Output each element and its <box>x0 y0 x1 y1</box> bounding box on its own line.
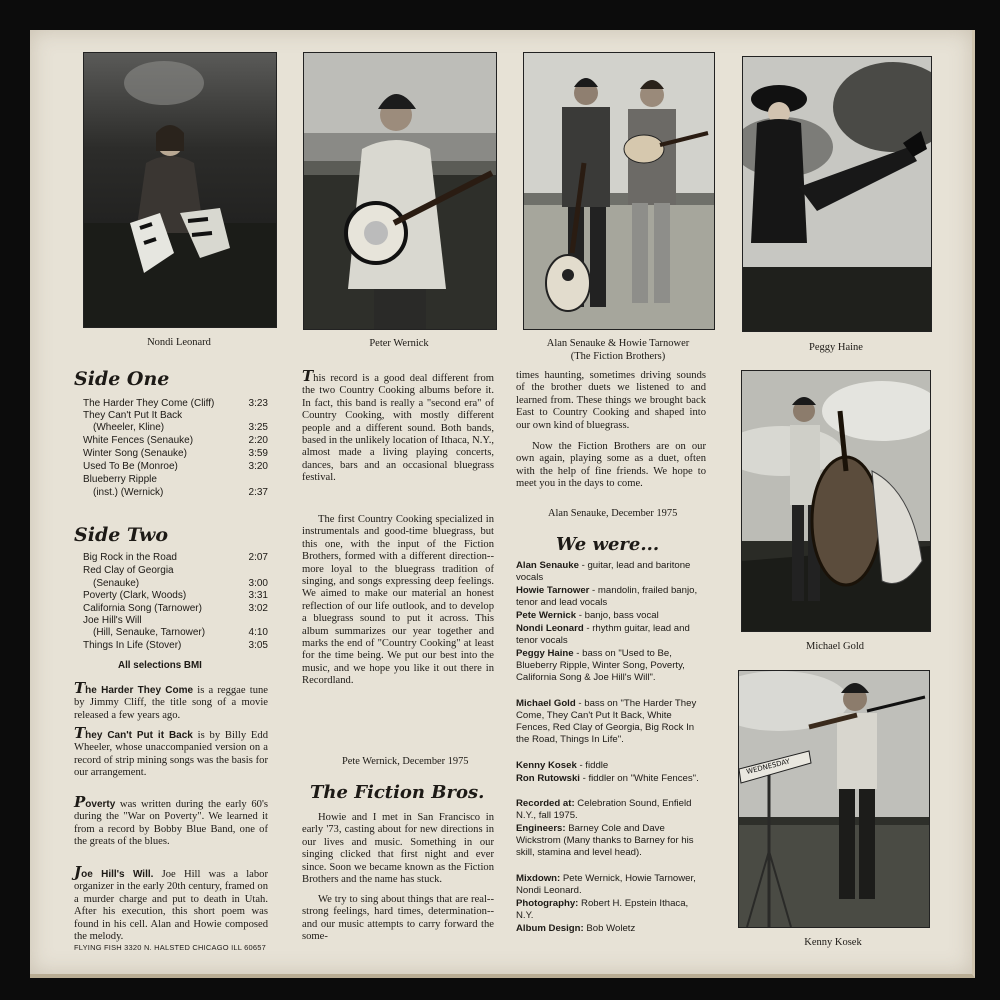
track-title: (Wheeler, Kline) <box>93 422 165 433</box>
credit-item: Photography: Robert H. Epstein Ithaca, N.Y. <box>516 898 689 921</box>
alan-signature: Alan Senauke, December 1975 <box>548 508 678 519</box>
pete-note-p2: The first Country Cooking specialized in instrumentals and good-time bluegrass, but this one, with the input of the Fiction Brothers, formed with a different direction--more loyal to the bluegrass tradition of singing, and songs expressing deep feelings. We aimed to make our material an honest reflection of our life outlook, and to develop a bluegrass sound to put it across. This album summarizes our year together and marks the end of "Country Cooking" at least for the time being. We put our best into the music, and we hope you like it out there in Recordland. <box>302 514 494 687</box>
side-one-heading: Side One <box>74 368 170 390</box>
note-joe-hills-will: Joe Hill's Will. Joe Hill was a labor organizer in the early 20th century, framed on a murder charge and put to death in Utah. After his execution, this short poem was found in his cell. Alan and Howie composed the melody. <box>74 863 269 943</box>
credit-item: Ron Rutowski - fiddler on "White Fences". <box>516 773 699 784</box>
photo-nondi-leonard <box>83 52 277 328</box>
track-title: White Fences (Senauke) <box>83 435 194 446</box>
track-title: Big Rock in the Road <box>83 552 177 563</box>
fiction-bros-p3: times haunting, sometimes driving sounds of the brother duets we listened to and learned from. These things we brought back East to Country Cooking and shaped into our own kind of bluegrass. <box>516 370 706 431</box>
track-time: 2:37 <box>248 487 268 498</box>
track-time: 3:23 <box>248 398 268 409</box>
side-two-heading: Side Two <box>74 524 169 546</box>
credit-item: Kenny Kosek - fiddle <box>516 760 609 771</box>
credit-item: Howie Tarnower - mandolin, frailed banjo, tenor and lead vocals <box>516 585 698 608</box>
fiction-bros-p1: Howie and I met in San Francisco in early '73, casting about for new directions in our lives and music. Something in our singing clicked that first night and ever since. Soon we became known as the Fiction Brothers and the name has stuck. <box>302 812 494 886</box>
photo-fiction-brothers <box>523 52 715 330</box>
credit-item: Nondi Leonard - rhythm guitar, lead and tenor vocals <box>516 623 690 646</box>
track-title: Red Clay of Georgia <box>83 565 174 576</box>
track-title: They Can't Put It Back <box>83 410 183 421</box>
photo-peggy-haine <box>742 56 932 332</box>
track-title: California Song (Tarnower) <box>83 603 202 614</box>
we-were-heading: We were... <box>556 534 660 555</box>
track-title: (Hill, Senauke, Tarnower) <box>93 627 206 638</box>
credit-item: Engineers: Barney Cole and Dave Wickstrom (Many thanks to Barney for his skill, stamina and level head). <box>516 823 694 858</box>
pete-signature: Pete Wernick, December 1975 <box>342 756 469 767</box>
credit-item: Album Design: Bob Woletz <box>516 923 636 934</box>
track-time: 3:20 <box>248 461 268 472</box>
credit-item: Michael Gold - bass on "The Harder They Come, They Can't Put It Back, White Fences, Red Clay of Georgia, Big Rock In the Road, Things In Life". <box>516 698 697 745</box>
caption-peter: Peter Wernick <box>369 338 429 349</box>
fiction-bros-heading: The Fiction Bros. <box>310 782 485 803</box>
pete-note-p1: This record is a good deal different from the two Country Cooking albums before it. In fact, this band is really a "second era" of Country Cooking, with mostly different people and a different sound. Both bands, based in the unlikely location of Ithaca, N.Y., almost made a living playing concerts, dances, bars and an occasional bluegrass festival. <box>302 367 494 484</box>
bmi-notice: All selections BMI <box>118 660 202 671</box>
caption-fiction-brothers <box>513 337 723 363</box>
track-title: Winter Song (Senauke) <box>83 448 187 459</box>
credit-item: Peggy Haine - bass on "Used to Be, Blueberry Ripple, Winter Song, Poverty, California Song & Joe Hill's Will". <box>516 648 685 683</box>
track-time: 3:00 <box>248 578 268 589</box>
track-title: (inst.) (Wernick) <box>93 487 164 498</box>
kenny-photo-sign-text: WEDNESDAY <box>745 757 791 776</box>
fiction-bros-p4: Now the Fiction Brothers are on our own again, playing some as a duet, often with the help of fine friends. We hope to meet you in the days to come. <box>516 441 706 490</box>
label-address-footer: FLYING FISH 3320 N. HALSTED CHICAGO ILL 60657 <box>74 943 266 952</box>
track-title: Poverty (Clark, Woods) <box>83 590 187 601</box>
track-title: Used To Be (Monroe) <box>83 461 178 472</box>
note-cant-put-it-back: They Can't Put it Back is by Billy Edd Wheeler, whose unaccompanied version on a record of strip mining songs was the basis for our arrangement. <box>74 724 268 779</box>
caption-kenny: Kenny Kosek <box>804 937 862 948</box>
track-time: 3:05 <box>248 640 268 651</box>
track-title: Blueberry Ripple <box>83 474 157 485</box>
credit-item: Pete Wernick - banjo, bass vocal <box>516 610 659 621</box>
album-back-cover <box>30 30 975 978</box>
track-time: 3:59 <box>248 448 268 459</box>
track-time: 3:02 <box>248 603 268 614</box>
caption-michael: Michael Gold <box>805 641 865 652</box>
track-time: 3:31 <box>248 590 268 601</box>
caption-nondi: Nondi Leonard <box>147 337 211 348</box>
credit-item: Alan Senauke - guitar, lead and baritone vocals <box>516 560 691 583</box>
photo-peter-wernick <box>303 52 497 330</box>
photo-kenny-kosek <box>738 670 930 928</box>
track-time: 2:20 <box>248 435 268 446</box>
credit-item: Mixdown: Pete Wernick, Howie Tarnower, Nondi Leonard. <box>516 873 696 896</box>
track-time: 2:07 <box>248 552 268 563</box>
note-harder-they-come: The Harder They Come is a reggae tune by Jimmy Cliff, the title song of a movie released a few years ago. <box>74 679 268 721</box>
track-title: Things In Life (Stover) <box>83 640 182 651</box>
note-poverty: Poverty was written during the early 60's during the "War on Poverty". We learned it from a record by Bobby Blue Band, one of the greats of the blues. <box>74 793 268 848</box>
caption-brothers-line2: (The Fiction Brothers) <box>570 351 666 362</box>
track-title: Joe Hill's Will <box>83 615 142 626</box>
credit-item: Recorded at: Celebration Sound, Enfield N.Y., fall 1975. <box>516 798 692 821</box>
photo-michael-gold <box>741 370 931 632</box>
track-title: The Harder They Come (Cliff) <box>83 398 215 409</box>
track-time: 3:25 <box>248 422 268 433</box>
caption-brothers-line1: Alan Senauke & Howie Tarnower <box>546 338 690 349</box>
track-time: 4:10 <box>248 627 268 638</box>
fiction-bros-p2: We try to sing about things that are real--strong feelings, hard times, determination--and our music attempts to carry forward the some- <box>302 894 494 943</box>
caption-peggy: Peggy Haine <box>809 342 863 353</box>
track-title: (Senauke) <box>93 578 140 589</box>
